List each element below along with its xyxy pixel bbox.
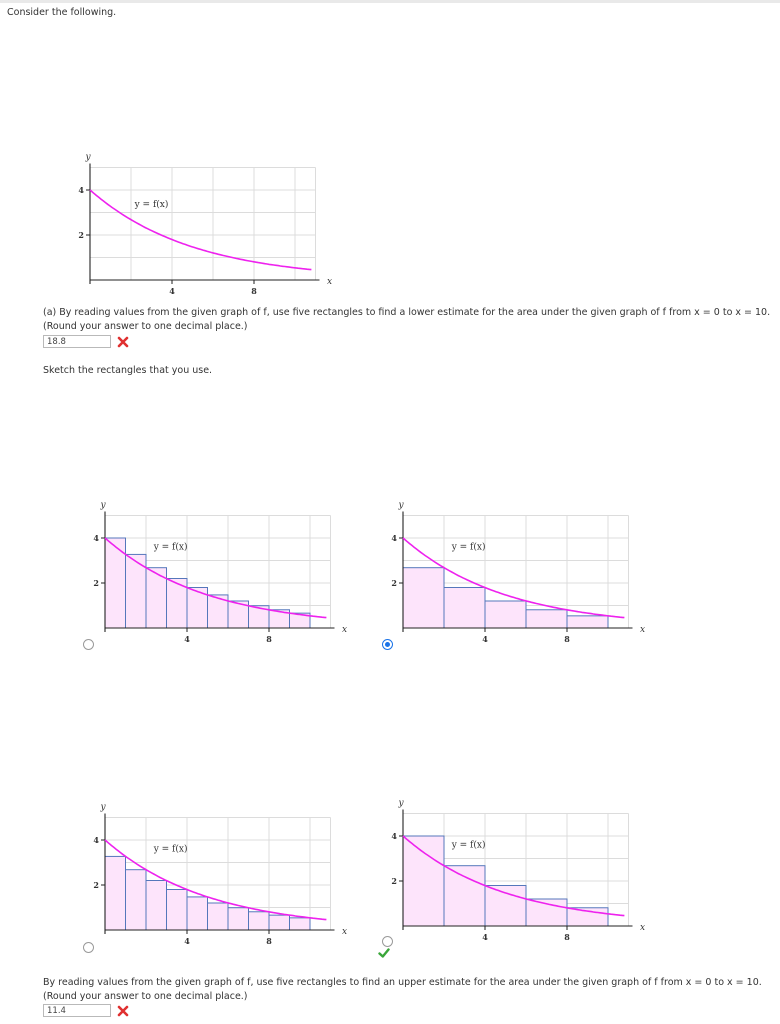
option-1-graph: [70, 378, 360, 643]
y-tick-label: 4: [78, 185, 84, 195]
correct-check-icon: [378, 947, 390, 959]
option-4-svg: [368, 676, 658, 942]
y-tick-label: 4: [93, 533, 99, 543]
x-tick-label: 8: [564, 634, 570, 644]
incorrect-icon: [117, 336, 129, 348]
option-1-svg: [70, 378, 360, 644]
main-graph: [60, 30, 333, 308]
option-2-radio[interactable]: [382, 639, 393, 650]
rectangle: [444, 866, 485, 926]
main-graph-svg: [60, 30, 333, 305]
question-b-round-note: (Round your answer to one decimal place.): [43, 991, 248, 1002]
x-axis-label: x: [639, 625, 646, 635]
sketch-prompt: Sketch the rectangles that you use.: [43, 365, 213, 376]
y-axis-label: y: [85, 152, 91, 163]
x-axis-label: x: [639, 923, 646, 933]
answer-a-input[interactable]: [43, 335, 111, 348]
option-4-radio[interactable]: [382, 936, 393, 947]
x-axis-label: x: [341, 625, 348, 635]
y-tick-label: 4: [391, 831, 397, 841]
x-axis-label: x: [341, 927, 348, 937]
answer-b-input[interactable]: [43, 1004, 111, 1017]
y-tick-label: 4: [391, 533, 397, 543]
rectangle: [146, 881, 167, 931]
rectangle: [526, 610, 567, 628]
rectangle: [208, 903, 229, 930]
rectangles: [403, 568, 608, 628]
rectangle: [485, 886, 526, 927]
rectangle: [167, 890, 188, 931]
question-b-text: By reading values from the given graph of f, use five rectangles to find an upper estimate for the area under the given graph of f from x = 0 to x = 10.: [43, 977, 762, 988]
rectangle: [444, 588, 485, 629]
y-tick-label: 2: [78, 230, 84, 240]
top-border: [0, 0, 780, 3]
x-tick-label: 4: [169, 286, 175, 296]
x-tick-label: 8: [266, 634, 272, 644]
x-tick-label: 8: [266, 936, 272, 946]
question-a-text: (a) By reading values from the given graph of f, use five rectangles to find a lower estimate for the area under the given graph of f from x = 0 to x = 10.: [43, 307, 771, 318]
x-tick-label: 8: [251, 286, 257, 296]
prompt-text: Consider the following.: [7, 7, 117, 18]
y-tick-label: 4: [93, 835, 99, 845]
y-tick-label: 2: [391, 578, 397, 588]
rectangle: [269, 915, 290, 930]
option-3-svg: [70, 680, 360, 946]
rectangle: [403, 568, 444, 628]
rectangle: [105, 856, 126, 930]
curve-label: y = f(x): [451, 542, 486, 553]
x-tick-label: 4: [482, 634, 488, 644]
x-tick-label: 8: [564, 932, 570, 942]
y-axis-label: y: [398, 500, 404, 511]
curve-label: y = f(x): [451, 840, 486, 851]
rectangle: [485, 601, 526, 628]
rectangle: [187, 897, 208, 930]
option-2-svg: [368, 378, 658, 644]
y-tick-label: 2: [93, 880, 99, 890]
option-2-graph: [368, 378, 658, 643]
option-1-radio[interactable]: [83, 639, 94, 650]
rectangle: [126, 870, 147, 930]
rectangle: [567, 616, 608, 628]
option-3-graph: [70, 680, 360, 945]
y-tick-label: 2: [391, 876, 397, 886]
x-tick-label: 4: [184, 936, 190, 946]
rectangle: [228, 908, 249, 930]
curve-label: y = f(x): [153, 844, 188, 855]
rectangles: [105, 856, 310, 930]
incorrect-icon: [117, 1005, 129, 1017]
option-3-radio[interactable]: [83, 942, 94, 953]
grid: [90, 168, 316, 281]
y-axis-label: y: [398, 798, 404, 809]
curve-label: y = f(x): [134, 199, 169, 210]
option-4-graph: [368, 676, 658, 941]
question-a-round-note: (Round your answer to one decimal place.): [43, 321, 248, 332]
curve-label: y = f(x): [153, 542, 188, 553]
rectangle: [290, 918, 311, 930]
y-tick-label: 2: [93, 578, 99, 588]
y-axis-label: y: [100, 500, 106, 511]
rectangle: [403, 836, 444, 926]
rectangle: [249, 912, 270, 930]
x-axis-label: x: [326, 277, 333, 287]
x-tick-label: 4: [184, 634, 190, 644]
x-tick-label: 4: [482, 932, 488, 942]
y-axis-label: y: [100, 802, 106, 813]
